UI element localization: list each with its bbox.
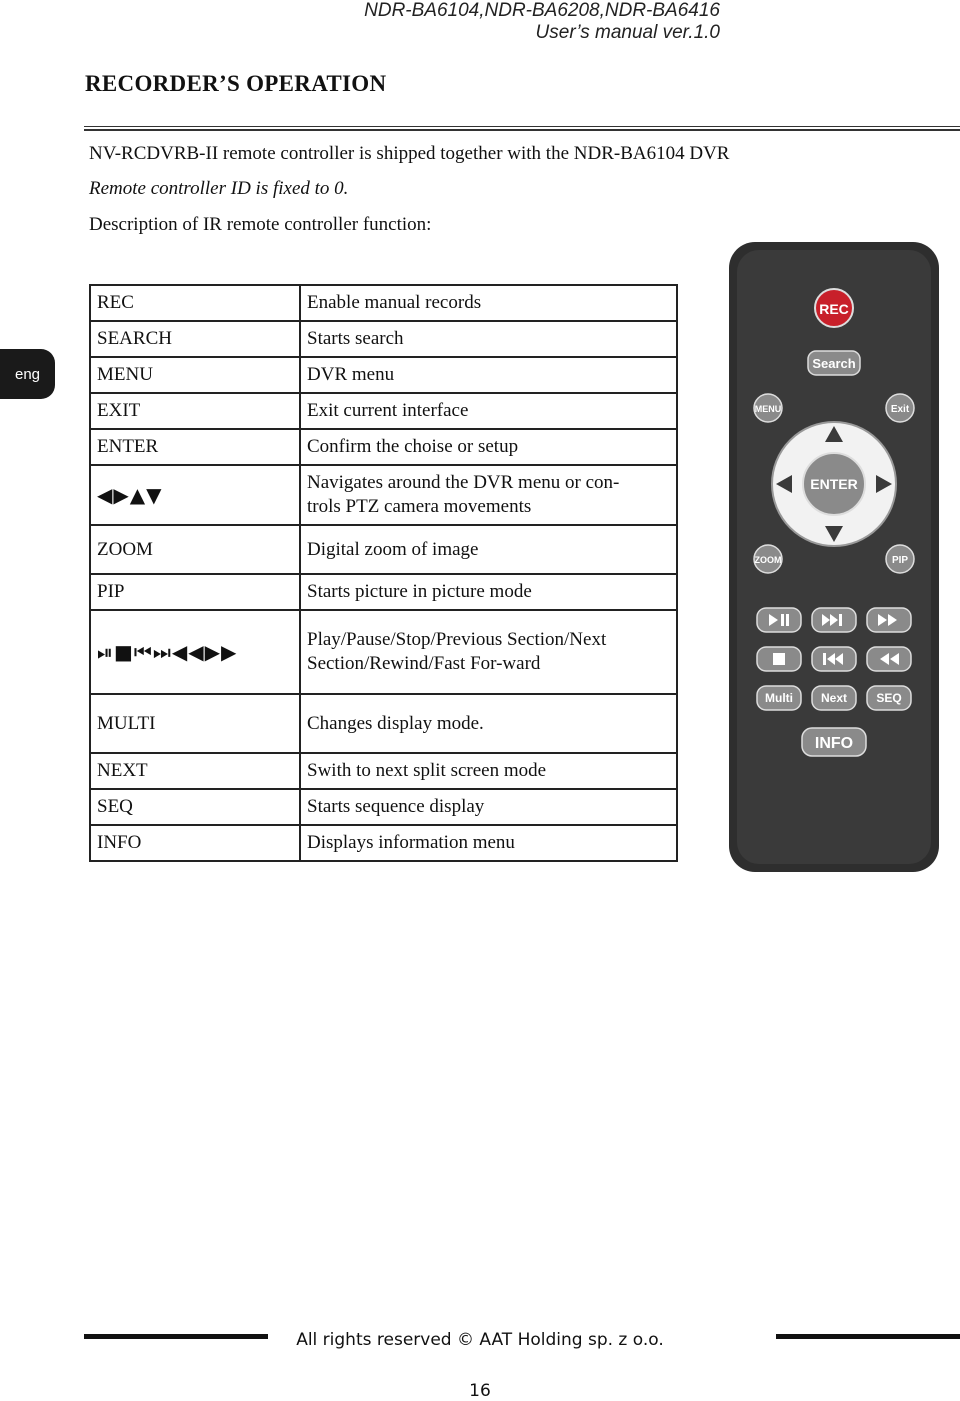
table-row xyxy=(90,753,677,789)
key-cell: PIP xyxy=(90,574,300,610)
desc-cell: Exit current interface xyxy=(300,393,677,429)
page-number: 16 xyxy=(469,1381,491,1401)
table-row xyxy=(90,789,677,825)
function-table xyxy=(89,284,678,862)
play-pause-button xyxy=(757,608,801,632)
table-row xyxy=(90,429,677,465)
table-row xyxy=(90,574,677,610)
menu-label: MENU xyxy=(754,404,782,414)
zoom-label: ZOOM xyxy=(754,555,782,565)
key-cell: ZOOM xyxy=(90,525,300,574)
desc-cell: Navigates around the DVR menu or con-trols PTZ camera movements xyxy=(300,465,677,525)
page-header xyxy=(364,0,720,44)
table-row xyxy=(90,321,677,357)
table-row xyxy=(90,610,677,694)
key-cell: ENTER xyxy=(90,429,300,465)
desc-cell: Digital zoom of image xyxy=(300,525,677,574)
header-manual-version: User’s manual ver.1.0 xyxy=(535,22,720,43)
arrow-keys-icon: ◀▶▲▼ xyxy=(90,465,300,525)
table-row xyxy=(90,357,677,393)
key-cell: INFO xyxy=(90,825,300,861)
key-cell: REC xyxy=(90,285,300,321)
playback-keys-icon: ⏯■⏮⏭◀◀▶▶ xyxy=(90,610,300,694)
desc-cell: DVR menu xyxy=(300,357,677,393)
header-rule xyxy=(84,126,960,131)
key-cell: MULTI xyxy=(90,694,300,753)
pip-label: PIP xyxy=(891,555,909,566)
desc-cell: Displays information menu xyxy=(300,825,677,861)
seq-label: SEQ xyxy=(876,691,902,705)
info-label: INFO xyxy=(814,735,854,752)
section-title: RECORDER’S OPERATION xyxy=(85,71,387,96)
intro-line-1: NV-RCDVRB-II remote controller is shipped together with the NDR-BA6104 DVR xyxy=(89,143,730,164)
key-cell: SEARCH xyxy=(90,321,300,357)
desc-cell: Starts picture in picture mode xyxy=(300,574,677,610)
table-row xyxy=(90,525,677,574)
search-label: Search xyxy=(812,356,856,371)
table-row xyxy=(90,285,677,321)
enter-label: ENTER xyxy=(810,476,858,492)
key-cell: NEXT xyxy=(90,753,300,789)
header-models: NDR-BA6104,NDR-BA6208,NDR-BA6416 xyxy=(364,0,720,21)
desc-cell: Starts search xyxy=(300,321,677,357)
desc-cell: Play/Pause/Stop/Previous Section/Next Section/Rewind/Fast For-ward xyxy=(300,610,677,694)
rec-label: REC xyxy=(819,301,849,317)
desc-cell: Starts sequence display xyxy=(300,789,677,825)
table-row xyxy=(90,694,677,753)
desc-cell: Changes display mode. xyxy=(300,694,677,753)
desc-cell: Confirm the choise or setup xyxy=(300,429,677,465)
table-row xyxy=(90,393,677,429)
footer-rights: All rights reserved © AAT Holding sp. z o.o. xyxy=(296,1330,664,1350)
exit-label: Exit xyxy=(890,404,910,415)
language-tab: eng xyxy=(0,349,55,399)
stop-icon xyxy=(773,653,785,665)
desc-cell: Enable manual records xyxy=(300,285,677,321)
key-cell: SEQ xyxy=(90,789,300,825)
multi-label: Multi xyxy=(765,691,793,705)
remote-controller-image xyxy=(727,240,941,874)
intro-line-3: Description of IR remote controller function: xyxy=(89,214,432,235)
table-row xyxy=(90,465,677,525)
previous-section-icon xyxy=(823,653,826,665)
key-cell: MENU xyxy=(90,357,300,393)
table-row xyxy=(90,825,677,861)
next-label: Next xyxy=(820,691,848,705)
desc-cell: Swith to next split screen mode xyxy=(300,753,677,789)
key-cell: EXIT xyxy=(90,393,300,429)
intro-line-2: Remote controller ID is fixed to 0. xyxy=(89,178,349,199)
